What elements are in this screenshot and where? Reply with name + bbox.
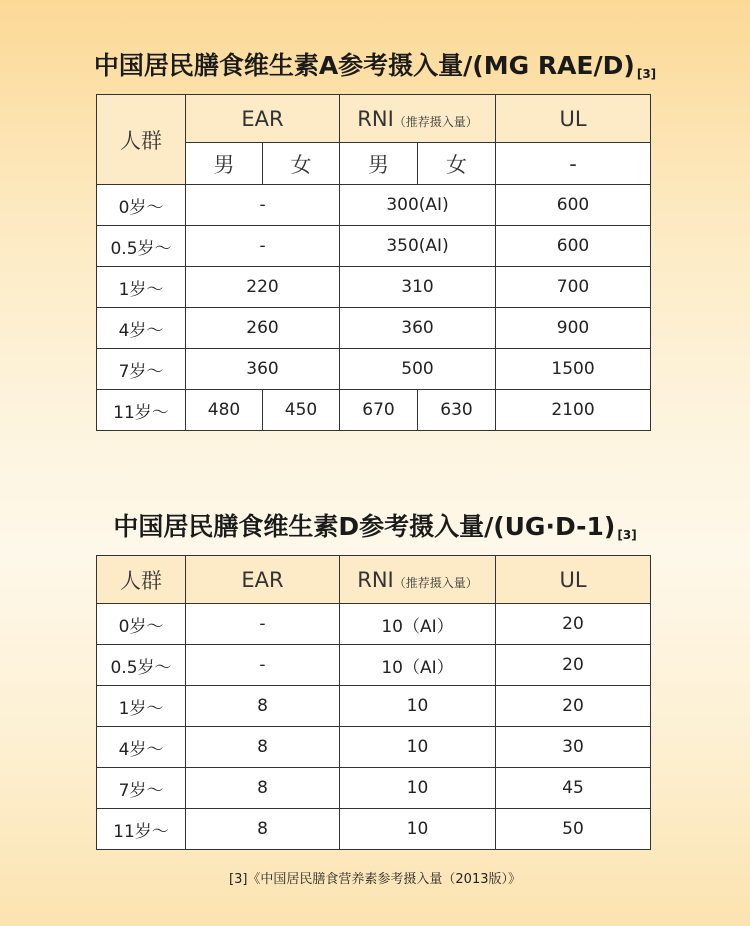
header-rni-note: （推荐摄入量）	[393, 575, 478, 590]
ear-male-cell: 480	[186, 390, 263, 431]
footnote: [3]《中国居民膳食营养素参考摄入量（2013版）》	[229, 872, 521, 887]
rni-cell: 10（AI）	[340, 645, 496, 686]
vitamin-d-title	[0, 507, 750, 543]
ear-cell: 8	[186, 727, 340, 768]
rni-male-cell: 670	[340, 390, 418, 431]
age-cell: 7岁～	[97, 768, 186, 809]
ear-cell: 360	[186, 349, 340, 390]
ear-cell: 8	[186, 686, 340, 727]
vitamin-a-table	[96, 94, 651, 431]
age-cell: 0.5岁～	[97, 645, 186, 686]
ul-cell: 1500	[496, 349, 651, 390]
header-ul: UL	[496, 556, 651, 604]
age-cell: 11岁～	[97, 390, 186, 431]
ear-cell: -	[186, 226, 340, 267]
header-rni	[340, 95, 496, 143]
table-row	[97, 267, 651, 308]
age-cell: 0.5岁～	[97, 226, 186, 267]
table-row	[97, 809, 651, 850]
rni-cell: 10	[340, 809, 496, 850]
ul-cell: 20	[496, 645, 651, 686]
header-rni-note: （推荐摄入量）	[393, 114, 478, 129]
ul-cell: 45	[496, 768, 651, 809]
ear-cell: 8	[186, 768, 340, 809]
age-cell: 1岁～	[97, 686, 186, 727]
rni-cell: 300(AI)	[340, 185, 496, 226]
ul-cell: 600	[496, 185, 651, 226]
age-cell: 7岁～	[97, 349, 186, 390]
header-rni	[340, 556, 496, 604]
ear-cell: 8	[186, 809, 340, 850]
rni-cell: 10	[340, 768, 496, 809]
rni-cell: 10	[340, 686, 496, 727]
ul-cell: 20	[496, 686, 651, 727]
ul-cell: 30	[496, 727, 651, 768]
header-rni-label: RNI	[357, 106, 394, 131]
table-row	[97, 226, 651, 267]
rni-cell: 10	[340, 727, 496, 768]
age-cell: 4岁～	[97, 727, 186, 768]
ear-cell: -	[186, 604, 340, 645]
ul-cell: 50	[496, 809, 651, 850]
header-ul: UL	[496, 95, 651, 143]
ear-cell: -	[186, 645, 340, 686]
table-row	[97, 390, 651, 431]
ear-female-cell: 450	[263, 390, 340, 431]
vitamin-d-title-text: 中国居民膳食维生素D参考摄入量/(UG·D-1)	[113, 512, 616, 541]
vitamin-d-table	[96, 555, 651, 850]
ear-cell: 220	[186, 267, 340, 308]
rni-cell: 500	[340, 349, 496, 390]
ul-cell: 700	[496, 267, 651, 308]
header-group: 人群	[97, 95, 186, 185]
age-cell: 0岁～	[97, 604, 186, 645]
header-ear-female: 女	[263, 143, 340, 185]
age-cell: 1岁～	[97, 267, 186, 308]
header-rni-label: RNI	[357, 567, 394, 592]
age-cell: 0岁～	[97, 185, 186, 226]
vitamin-a-ref: [3]	[636, 67, 657, 81]
ul-cell: 2100	[496, 390, 651, 431]
header-ear-male: 男	[186, 143, 263, 185]
table-row	[97, 308, 651, 349]
rni-cell: 350(AI)	[340, 226, 496, 267]
header-rni-male: 男	[340, 143, 418, 185]
rni-cell: 10（AI）	[340, 604, 496, 645]
table-row	[97, 645, 651, 686]
table-row	[97, 727, 651, 768]
table-row	[97, 604, 651, 645]
header-ear: EAR	[186, 556, 340, 604]
vitamin-a-title	[0, 46, 750, 82]
table-row	[97, 185, 651, 226]
table-row	[97, 686, 651, 727]
ul-cell: 20	[496, 604, 651, 645]
rni-female-cell: 630	[418, 390, 496, 431]
header-ear: EAR	[186, 95, 340, 143]
table-row	[97, 349, 651, 390]
vitamin-d-ref: [3]	[617, 528, 637, 542]
header-group: 人群	[97, 556, 186, 604]
vitamin-a-title-text: 中国居民膳食维生素A参考摄入量/(MG RAE/D)	[93, 51, 635, 80]
ear-cell: 260	[186, 308, 340, 349]
age-cell: 11岁～	[97, 809, 186, 850]
header-ul-sub: -	[496, 143, 651, 185]
header-rni-female: 女	[418, 143, 496, 185]
rni-cell: 310	[340, 267, 496, 308]
ul-cell: 600	[496, 226, 651, 267]
age-cell: 4岁～	[97, 308, 186, 349]
rni-cell: 360	[340, 308, 496, 349]
ear-cell: -	[186, 185, 340, 226]
table-row	[97, 768, 651, 809]
ul-cell: 900	[496, 308, 651, 349]
